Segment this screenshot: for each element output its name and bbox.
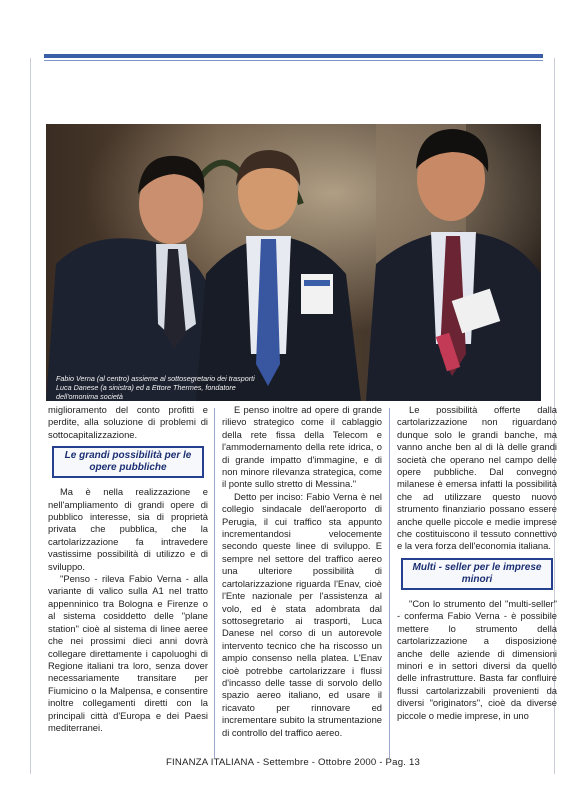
column1-paragraph-1: miglioramento del conto profitti e perdite, alla soluzione di problemi di sottocapitalizzazione. [48, 404, 208, 440]
column3-paragraph-2: "Con lo strumento del "multi-seller" - conferma Fabio Verna - è possibile mettere lo strumento della cartolarizzazione a disposizione anche delle aziende di dimensioni minori e in settori diversi da quello delle infrastrutture. Basta far confluire flussi cartolarizzabili provenienti da diversi "originators", cioè da diverse piccole o medie imprese, in uno [397, 597, 557, 721]
column1-paragraph-3: "Penso - rileva Fabio Verna - alla variante di valico sulla A1 nel tratto appenninico tra Bologna e Firenze o al sistema cosiddetto delle "plane station" cioè al sistema di linee aeree che nei prossimi dieci anni dovrà collegare direttamente i capoluoghi di Regione italiani tra loro, senza dover necessariamente transitare per Fiumicino o la Malpensa, e consentire inoltre collegamenti diretti con la principali città d'Europa e dei Paesi mediterranei. [48, 573, 208, 733]
top-rule [44, 54, 543, 58]
article-column-2 [222, 404, 382, 739]
article-column-3 [397, 404, 557, 722]
column2-paragraph-1: E penso inoltre ad opere di grande rilievo strategico come il cablaggio della rete fissa della Telecom e l'ammodernamento della rete idrica, o di grande impatto d'immagine, e di non minore rilevanza strategica, come il ponte sullo stretto di Messina." [222, 404, 382, 490]
column3-paragraph-1: Le possibilità offerte dalla cartolarizzazione non riguardano dunque solo le grandi banche, ma vanno anche ben al di là delle grandi società che operano nel campo delle opere pubbliche. Dal convegno milanese è emersa infatti la possibilità che ad utilizzare questo nuovo strumento finanziario possano essere anche quelle piccole e medie imprese che costituiscono il tessuto connettivo e la vera forza dell'economia italiana. [397, 404, 557, 552]
page-footer: FINANZA ITALIANA - Settembre - Ottobre 2000 - Pag. 13 [165, 757, 421, 768]
article-column-1 [48, 404, 208, 734]
article-photo [46, 124, 541, 401]
column1-paragraph-2: Ma è nella realizzazione e nell'ampliamento di grandi opere di pubblico interesse, sia di proprietà privata che pubblica, che la cartolarizzazione fa intravedere vastissime possibilità di utilizzo e di sviluppo. [48, 486, 208, 572]
column2-paragraph-2: Detto per inciso: Fabio Verna è nel collegio sindacale dell'aeroporto di Perugia, il cui traffico sta appunto incrementandosi velocemente secondo queste linee di sviluppo. E sempre nel settore del traffico aereo una ulteriore possibilità di cartolarizzazione riguarda l'Enav, cioè l'Ente nazionale per l'assistenza al volo, ed è stata adombrata dal sottosegretario ai trasporti, Luca Danese nel corso di un autorevole intervento tecnico che ha riscosso un ampio consenso nella platea. L'Enav cioè potrebbe cartolarizzare i flussi d'incasso delle tasse di sorvolo dello spazio aereo italiano, ed usare il ricavato per rinnovare ed incrementare subito la strumentazione di controllo del traffico aereo. [222, 490, 382, 738]
section-heading-opere-pubbliche: Le grandi possibilità per le opere pubbliche [52, 446, 204, 478]
section-heading-multi-seller: Multi - seller per le imprese minori [401, 558, 553, 590]
top-rule-thin [44, 60, 543, 61]
page-frame-left [30, 58, 31, 774]
column-divider-1 [214, 408, 215, 758]
photo-caption: Fabio Verna (al centro) assieme al sottosegretario dei trasporti Luca Danese (a sinistra) ed a Ettore Thermes, fondatore dell'omonima società [56, 374, 255, 402]
column-divider-2 [389, 408, 390, 758]
